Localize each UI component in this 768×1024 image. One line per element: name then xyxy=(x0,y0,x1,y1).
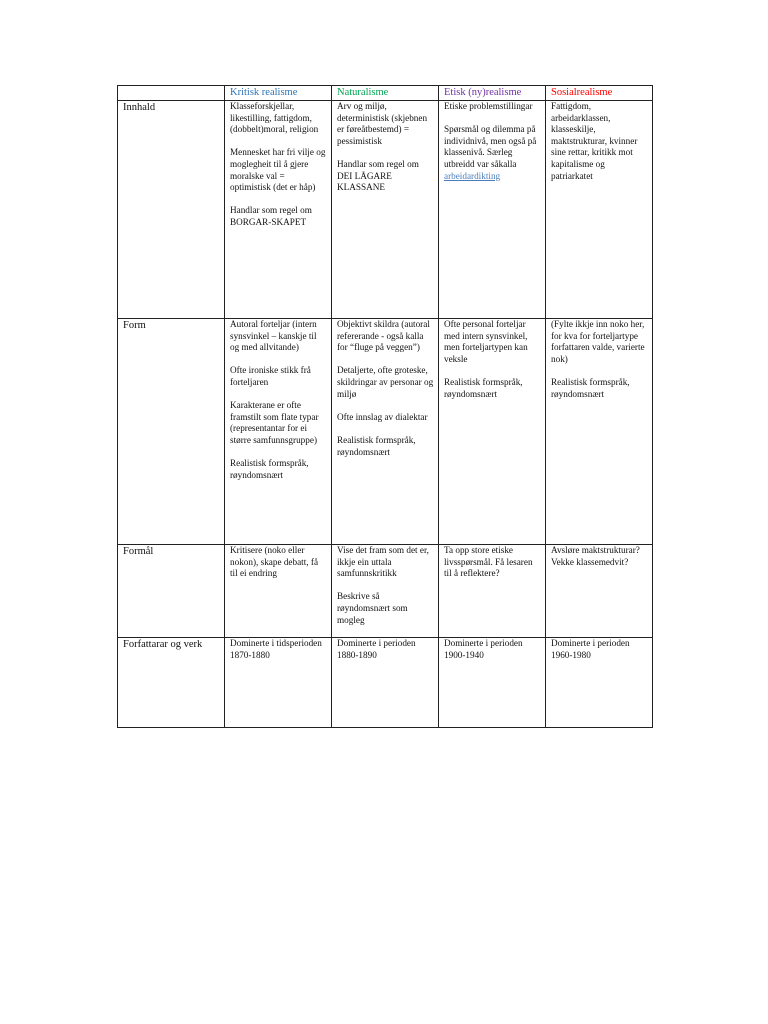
cell-paragraph: Arv og miljø, deterministisk (skjebnen er føreåtbestemd) = pessimistisk xyxy=(337,101,428,146)
cell-paragraph: Realistisk formspråk, røyndomsnært xyxy=(230,458,309,480)
cell-formal-sosial xyxy=(546,545,653,638)
cell-paragraph: Mennesket har fri vilje og moglegheit til å gjere moralske val = optimistisk (det er håp) xyxy=(230,147,326,193)
header-etisk-realisme: Etisk (ny)realisme xyxy=(439,86,546,101)
cell-forfattarar-kritisk xyxy=(225,638,332,728)
cell-paragraph: (Fylte ikkje inn noko her, for kva for forteljartype forfattaren valde, varierte nok) xyxy=(551,319,645,364)
header-sosialrealisme: Sosialrealisme xyxy=(546,86,653,101)
row-innhald xyxy=(118,101,653,319)
cell-paragraph: Realistisk formspråk, røyndomsnært xyxy=(444,376,523,399)
cell-innhald-etisk xyxy=(439,101,546,319)
row-form xyxy=(118,319,653,545)
row-label-innhald: Innhald xyxy=(118,101,225,319)
cell-paragraph: Ta opp store etiske livsspørsmål. Få lesaren til å reflektere? xyxy=(444,545,533,579)
cell-paragraph: Ofte personal forteljar med intern synsvinkel, men forteljartypen kan veksle xyxy=(444,319,528,364)
cell-paragraph: Klasseforskjellar, likestilling, fattigdom, (dobbelt)moral, religion xyxy=(230,101,319,135)
cell-forfattarar-sosial xyxy=(546,638,653,728)
cell-paragraph: Fattigdom, arbeidarklassen, klasseskilje, maktstrukturar, kvinner sine rettar, kritikk mot kapitalisme og patriarkatet xyxy=(551,101,638,181)
cell-paragraph: Detaljerte, ofte groteske, skildringar av personar og miljø xyxy=(337,365,434,399)
row-label-form: Form xyxy=(118,319,225,545)
cell-paragraph: Handlar som regel om DEI LÅGARE KLASSANE xyxy=(337,158,419,193)
cell-paragraph: Realistisk formspråk, røyndomsnært xyxy=(551,376,630,399)
cell-innhald-kritisk xyxy=(225,101,332,319)
cell-paragraph: Ofte ironiske stikk frå forteljaren xyxy=(230,365,311,387)
cell-innhald-naturalisme xyxy=(332,101,439,319)
cell-paragraph: Realistisk formspråk, røyndomsnært xyxy=(337,434,416,457)
row-label-formal: Formål xyxy=(118,545,225,638)
cell-formal-etisk xyxy=(439,545,546,638)
cell-paragraph: Ofte innslag av dialektar xyxy=(337,411,428,422)
cell-text: Spørsmål og dilemma på individnivå, men også på klassenivå. Særleg utbreidd var såkalla xyxy=(444,124,537,169)
cell-form-kritisk xyxy=(225,319,332,545)
cell-paragraph: Karakterane er ofte framstilt som flate typar (representantar for ei større samfunnsgruppe) xyxy=(230,400,319,445)
cell-paragraph: Vise det fram som det er, ikkje ein uttala samfunnskritikk xyxy=(337,545,429,579)
cell-paragraph: Autoral forteljar (intern synsvinkel – kanskje til og med allvitande) xyxy=(230,319,317,353)
cell-paragraph: Dominerte i perioden 1900-1940 xyxy=(444,638,523,660)
header-kritisk-realisme: Kritisk realisme xyxy=(225,86,332,101)
cell-paragraph: Kritisere (noko eller nokon), skape debatt, få til ei endring xyxy=(230,545,319,579)
row-label-forfattarar: Forfattarar og verk xyxy=(118,638,225,728)
cell-paragraph: Beskrive så røyndomsnært som mogleg xyxy=(337,591,408,625)
literature-comparison-table xyxy=(117,85,653,728)
cell-paragraph: Dominerte i tidsperioden 1870-1880 xyxy=(230,638,322,660)
cell-paragraph xyxy=(444,124,541,182)
cell-paragraph: Dominerte i perioden 1880-1890 xyxy=(337,638,416,660)
cell-forfattarar-naturalisme xyxy=(332,638,439,728)
header-naturalisme: Naturalisme xyxy=(332,86,439,101)
cell-paragraph: Objektivt skildra (autoral refererande - også kalla for “fluge på veggen”) xyxy=(337,319,430,353)
cell-form-etisk xyxy=(439,319,546,545)
cell-forfattarar-etisk xyxy=(439,638,546,728)
header-row xyxy=(118,86,653,101)
cell-paragraph: Handlar som regel om BORGAR-SKAPET xyxy=(230,205,312,227)
cell-formal-kritisk xyxy=(225,545,332,638)
arbeidardikting-link[interactable]: arbeidardikting xyxy=(444,170,501,181)
cell-paragraph: Etiske problemstillingar xyxy=(444,101,533,111)
cell-form-naturalisme xyxy=(332,319,439,545)
cell-form-sosial xyxy=(546,319,653,545)
cell-formal-naturalisme xyxy=(332,545,439,638)
cell-innhald-sosial xyxy=(546,101,653,319)
header-corner xyxy=(118,86,225,101)
cell-paragraph: Avsløre maktstrukturar? Vekke klassemedvit? xyxy=(551,545,640,567)
row-formal xyxy=(118,545,653,638)
cell-paragraph: Dominerte i perioden 1960-1980 xyxy=(551,638,630,660)
row-forfattarar xyxy=(118,638,653,728)
